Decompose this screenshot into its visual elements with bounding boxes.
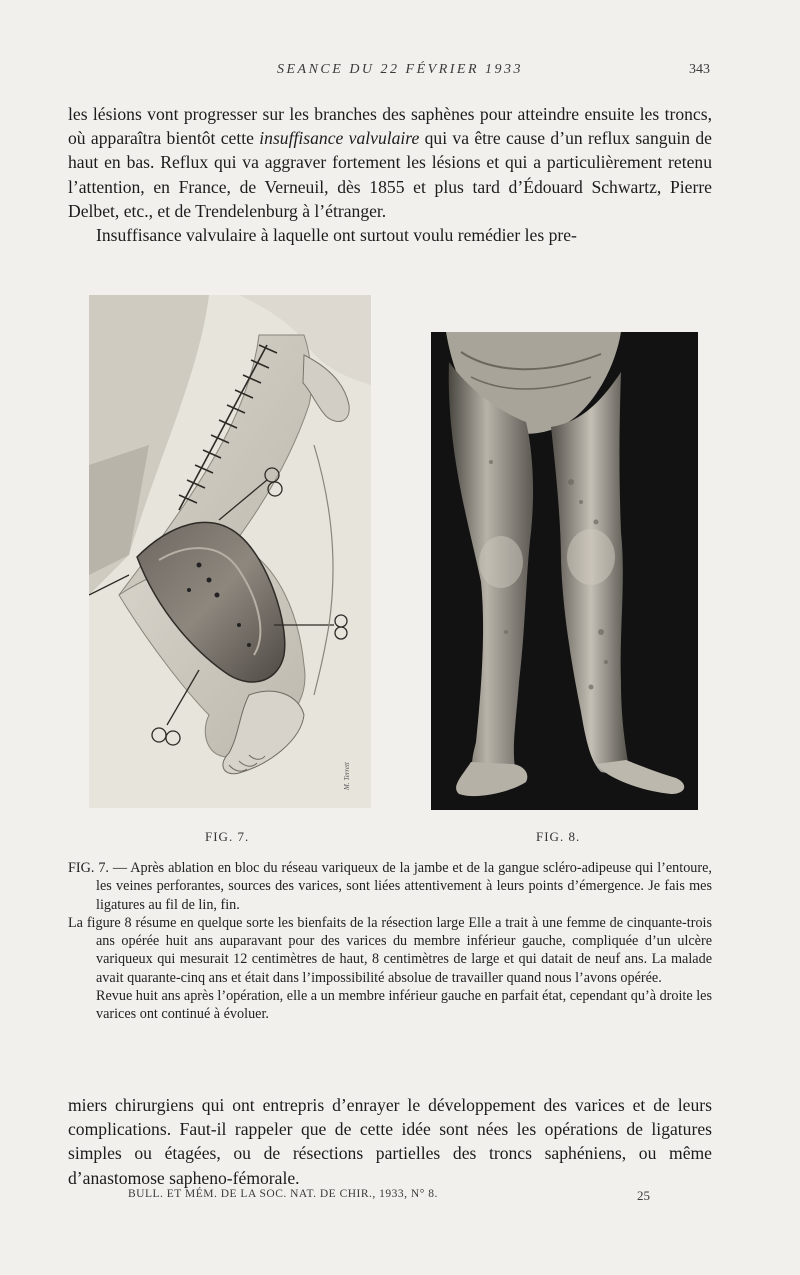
page-footer	[0, 1188, 800, 1208]
emphasis-text: insuffisance valvulaire	[259, 128, 420, 149]
caption-text: — Après ablation en bloc du réseau variqueux de la jambe et de la gangue scléro-adipeuse qui l’entoure, les veines perforantes, sources des varices, sont liées attentivement à leurs points d’émergence. Je fais mes ligatures au fil de lin, fin.	[96, 860, 712, 913]
paragraph-continuation	[68, 102, 712, 223]
paragraph-continuation: miers chirurgiens qui ont entrepris d’enrayer le développement des varices et de leurs complications. Faut-il rappeler que de cette idée sont nées les opérations de ligatures simples ou étagées, ou de résections partielles des troncs saphéniens, ou même d’anastomose sapheno-fémorale.	[68, 1095, 712, 1188]
page-header	[0, 62, 800, 84]
figure-8-photograph	[431, 332, 698, 810]
figure-7-illustration	[89, 295, 371, 808]
body-text-bottom	[68, 1093, 712, 1190]
body-text-top	[68, 102, 712, 247]
running-head: SEANCE DU 22 FÉVRIER 1933	[276, 62, 524, 77]
figure-8-label: FIG. 8.	[536, 829, 581, 844]
figure-caption	[68, 859, 712, 1024]
page-number: 343	[689, 62, 710, 77]
caption-paragraph	[68, 859, 712, 914]
signature-number: 25	[637, 1188, 650, 1203]
caption-lead: FIG. 7.	[68, 860, 109, 876]
paragraph: Insuffisance valvulaire à laquelle ont surtout voulu remédier les pre-	[96, 225, 577, 246]
caption-paragraph: Revue huit ans après l’opération, elle a un membre inférieur gauche en parfait état, cependant qu’à droite les varices ont continué à évoluer.	[96, 988, 712, 1023]
paragraph-text: qui va être cause d’un reflux sanguin de haut en bas. Reflux qui va aggraver fortement les lésions et qui a particulièrement retenu l’attention, en France, de Verneuil, dès 1855 et plus tard d’Édouard Schwartz, Pierre Delbet, etc., et de Trendelenburg à l’étranger.	[68, 128, 712, 221]
paragraph-text: les lésions vont progresser sur les branches des saphènes pour atteindre ensuite les troncs, où apparaîtra bientôt cette	[68, 104, 712, 149]
journal-reference: BULL. ET MÉM. DE LA SOC. NAT. DE CHIR., 1933, N° 8.	[128, 1188, 438, 1200]
figure-7-label: FIG. 7.	[205, 829, 250, 844]
caption-paragraph: La figure 8 résume en quelque sorte les bienfaits de la résection large Elle a trait à une femme de cinquante-trois ans opérée huit ans auparavant pour des varices du membre inférieur gauche, compliquée d’un ulcère variqueux qui mesurait 12 centimètres de haut, 8 centimètres de large et qui datait de neuf ans. La malade avait quarante-cinq ans et était dans l’impossibilité absolue de travailler quand nous l’avons opérée.	[68, 914, 712, 986]
illustrator-signature: M. Terrett	[343, 762, 351, 790]
